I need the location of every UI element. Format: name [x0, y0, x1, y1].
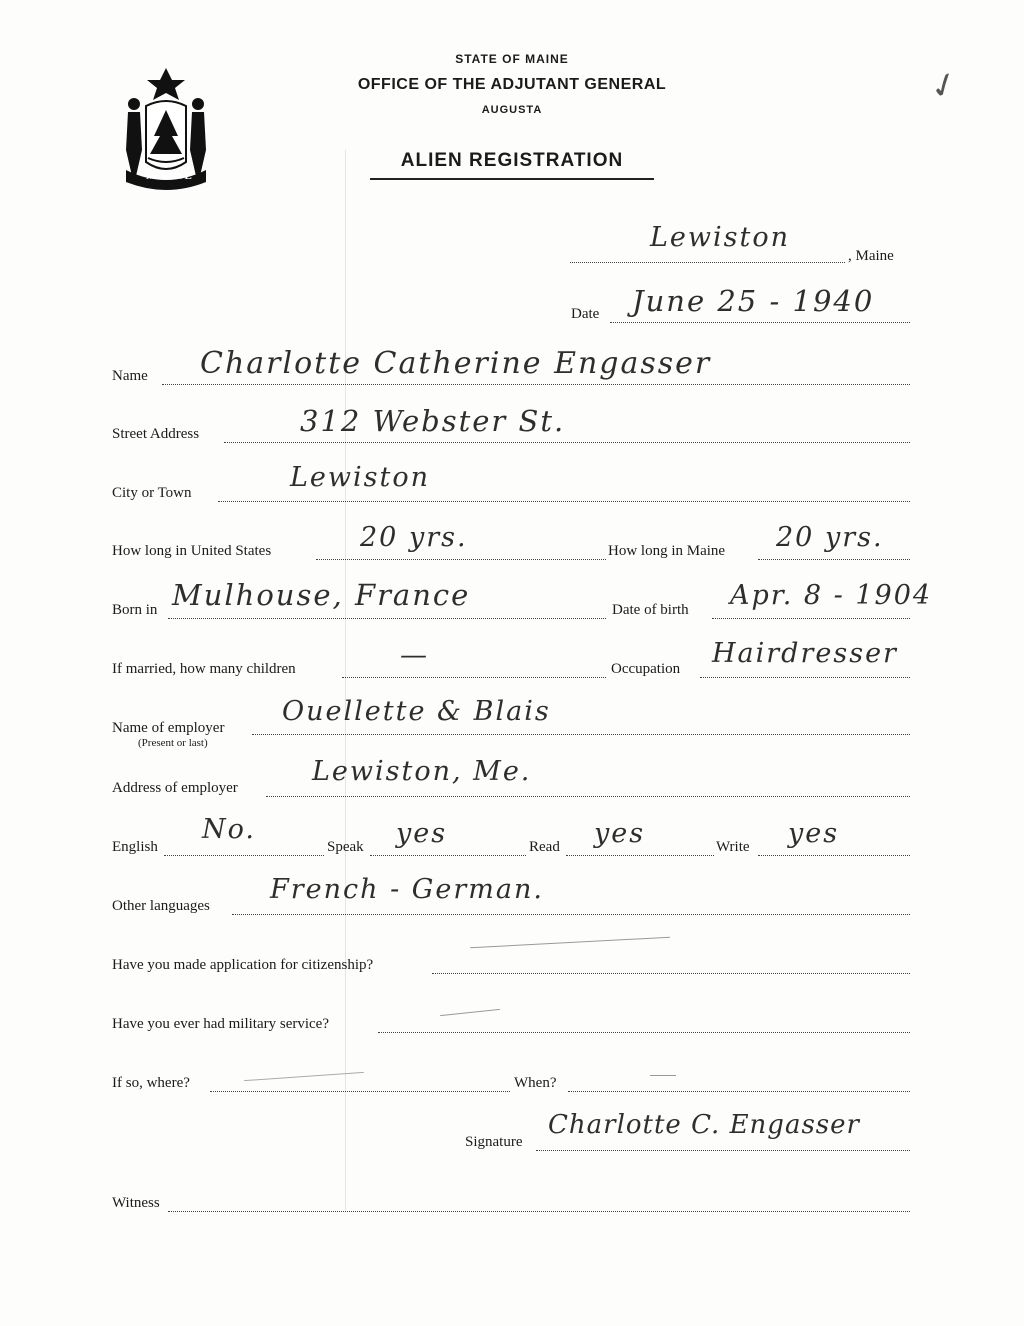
speak-value: yes — [396, 818, 448, 849]
us-duration-value: 20 yrs. — [360, 522, 468, 553]
military-stroke — [440, 1009, 500, 1016]
born-label: Born in — [112, 602, 158, 618]
maine-duration-label: How long in Maine — [608, 543, 726, 559]
write-line — [758, 855, 910, 856]
us-duration-line — [316, 559, 606, 560]
occupation-line — [700, 677, 910, 678]
street-label: Street Address — [112, 426, 200, 442]
born-line — [168, 618, 606, 619]
city-value: Lewiston — [290, 462, 431, 493]
name-line — [162, 384, 910, 385]
employer-address-label: Address of employer — [112, 780, 238, 796]
street-value: 312 Webster St. — [300, 404, 566, 438]
occupation-label: Occupation — [611, 661, 681, 677]
where-label: If so, where? — [112, 1075, 190, 1091]
children-value: — — [400, 640, 429, 671]
read-label: Read — [529, 839, 560, 855]
children-label: If married, how many children — [112, 661, 296, 677]
date-label: Date — [571, 306, 600, 322]
military-label: Have you ever had military service? — [112, 1016, 329, 1032]
dob-value: Apr. 8 - 1904 — [730, 580, 933, 611]
children-line — [342, 677, 606, 678]
english-value: No. — [202, 814, 256, 845]
witness-label: Witness — [112, 1195, 160, 1211]
name-label: Name — [112, 368, 148, 384]
place-value: Lewiston — [650, 222, 791, 253]
city-heading: AUGUSTA — [481, 104, 543, 116]
when-label: When? — [514, 1075, 557, 1091]
when-stroke — [650, 1075, 676, 1076]
other-languages-line — [232, 914, 910, 915]
street-line — [224, 442, 910, 443]
office-heading: OFFICE OF THE ADJUTANT GENERAL — [357, 76, 667, 93]
date-value: June 25 - 1940 — [632, 284, 875, 318]
write-value: yes — [788, 818, 840, 849]
other-languages-label: Other languages — [112, 898, 210, 914]
military-line — [378, 1032, 910, 1033]
employer-line — [252, 734, 910, 735]
speak-label: Speak — [327, 839, 364, 855]
write-label: Write — [716, 839, 750, 855]
dob-label: Date of birth — [612, 602, 689, 618]
city-label: City or Town — [112, 485, 192, 501]
employer-address-line — [266, 796, 910, 797]
paper-fold — [345, 150, 346, 1210]
employer-sublabel: (Present or last) — [138, 737, 208, 749]
when-line — [568, 1091, 910, 1092]
employer-value: Ouellette & Blais — [282, 696, 551, 727]
signature-label: Signature — [465, 1134, 523, 1150]
maine-duration-line — [758, 559, 910, 560]
seal-text: MAINE — [146, 170, 194, 182]
title-underline — [370, 178, 654, 180]
citizenship-stroke — [470, 937, 670, 948]
english-line — [164, 855, 324, 856]
form-title: ALIEN REGISTRATION — [400, 150, 624, 171]
check-mark: ✓ — [924, 64, 965, 109]
city-line — [218, 501, 910, 502]
employer-label: Name of employer — [112, 720, 225, 736]
witness-line — [168, 1211, 910, 1212]
where-line — [210, 1091, 510, 1092]
date-line — [610, 322, 910, 323]
other-languages-value: French - German. — [270, 874, 544, 905]
place-line — [570, 262, 845, 263]
english-label: English — [112, 839, 158, 855]
read-value: yes — [594, 818, 646, 849]
signature-line — [536, 1150, 910, 1151]
name-value: Charlotte Catherine Engasser — [200, 346, 712, 381]
citizenship-line — [432, 973, 910, 974]
maine-duration-value: 20 yrs. — [776, 522, 884, 553]
state-heading: STATE OF MAINE — [455, 52, 569, 66]
signature-value: Charlotte C. Engasser — [548, 1110, 860, 1140]
read-line — [566, 855, 714, 856]
citizenship-label: Have you made application for citizenship? — [112, 957, 374, 973]
occupation-value: Hairdresser — [712, 638, 898, 669]
employer-address-value: Lewiston, Me. — [312, 756, 532, 787]
us-duration-label: How long in United States — [112, 543, 272, 559]
speak-line — [370, 855, 526, 856]
dob-line — [712, 618, 910, 619]
born-value: Mulhouse, France — [172, 578, 471, 612]
place-suffix: , Maine — [848, 248, 894, 264]
